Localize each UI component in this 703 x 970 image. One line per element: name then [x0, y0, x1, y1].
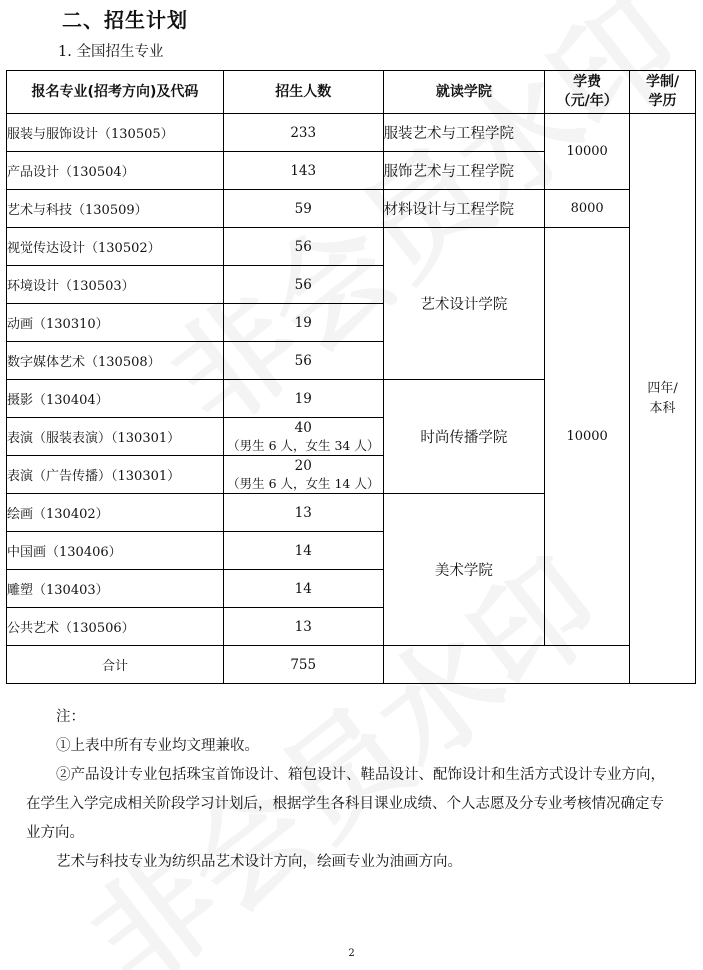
- page-number: 2: [348, 948, 355, 959]
- header-fee-line2: （元/年）: [556, 93, 618, 109]
- total-empty-cell: [383, 646, 695, 684]
- header-count: 招生人数: [223, 71, 383, 114]
- major-cell: 服装与服饰设计（130505）: [7, 114, 224, 152]
- section-subtitle: 1. 全国招生专业: [58, 44, 164, 60]
- count-cell: 14: [223, 570, 383, 608]
- major-cell: 表演（广告传播）（130301）: [7, 456, 224, 494]
- school-cell: 艺术设计学院: [383, 228, 545, 380]
- major-cell: 环境设计（130503）: [7, 266, 224, 304]
- count-cell: 233: [223, 114, 383, 152]
- count-cell: 13: [223, 608, 383, 646]
- table-header-row: [7, 71, 696, 114]
- major-cell: 雕塑（130403）: [7, 570, 224, 608]
- fee-cell: 8000: [545, 190, 630, 228]
- major-cell: 绘画（130402）: [7, 494, 224, 532]
- header-fee: [545, 71, 630, 114]
- major-cell: 动画（130310）: [7, 304, 224, 342]
- fee-cell: 10000: [545, 228, 630, 646]
- major-cell: 产品设计（130504）: [7, 152, 224, 190]
- school-cell: 服装艺术与工程学院: [383, 114, 545, 152]
- header-duration-line1: 学制/: [645, 74, 680, 90]
- count-cell: 56: [223, 228, 383, 266]
- major-cell: 艺术与科技（130509）: [7, 190, 224, 228]
- total-row: [7, 646, 696, 684]
- count-cell: 56: [223, 266, 383, 304]
- header-fee-line1: 学费: [573, 74, 602, 90]
- total-label: 合计: [7, 646, 224, 684]
- major-cell: 数字媒体艺术（130508）: [7, 342, 224, 380]
- duration-line1: 四年/: [647, 380, 678, 396]
- count-cell: 59: [223, 190, 383, 228]
- major-cell: 摄影（130404）: [7, 380, 224, 418]
- count-cell: [223, 418, 383, 456]
- school-cell: 时尚传播学院: [383, 380, 545, 494]
- count-cell: 19: [223, 380, 383, 418]
- school-cell: 美术学院: [383, 494, 545, 646]
- school-cell: 材料设计与工程学院: [383, 190, 545, 228]
- table-row: [7, 114, 696, 152]
- header-major: 报名专业(招考方向)及代码: [7, 71, 224, 114]
- notes: [26, 703, 676, 877]
- header-duration: [630, 71, 696, 114]
- header-duration-line2: 学历: [648, 93, 677, 109]
- count-value: 20: [294, 457, 312, 474]
- count-cell: 14: [223, 532, 383, 570]
- note-2: ②产品设计专业包括珠宝首饰设计、箱包设计、鞋品设计、配饰设计和生活方式设计专业方向，在学生入学完成相关阶段学习计划后，根据学生各科目课业成绩、个人志愿及分专业考核情况确定专业方向。: [26, 767, 665, 841]
- count-cell: 19: [223, 304, 383, 342]
- count-cell: 56: [223, 342, 383, 380]
- duration-cell: [630, 114, 696, 684]
- header-school: 就读学院: [383, 71, 545, 114]
- count-detail: （男生 6 人，女生 14 人）: [227, 475, 380, 491]
- note-3: 艺术与科技专业为纺织品艺术设计方向，绘画专业为油画方向。: [56, 854, 462, 870]
- fee-cell: 10000: [545, 114, 630, 190]
- note-1: ①上表中所有专业均文理兼收。: [56, 738, 259, 754]
- count-cell: 13: [223, 494, 383, 532]
- count-cell: 143: [223, 152, 383, 190]
- section-title: 二、招生计划: [62, 8, 188, 32]
- enrollment-plan-table: [6, 70, 696, 684]
- major-cell: 中国画（130406）: [7, 532, 224, 570]
- table-row: [7, 190, 696, 228]
- major-cell: 表演（服装表演）（130301）: [7, 418, 224, 456]
- major-cell: 公共艺术（130506）: [7, 608, 224, 646]
- table-row: [7, 228, 696, 266]
- count-cell: [223, 456, 383, 494]
- count-detail: （男生 6 人，女生 34 人）: [227, 437, 380, 453]
- major-cell: 视觉传达设计（130502）: [7, 228, 224, 266]
- school-cell: 服饰艺术与工程学院: [383, 152, 545, 190]
- duration-line2: 本科: [649, 400, 676, 416]
- count-value: 40: [294, 419, 312, 436]
- total-value: 755: [223, 646, 383, 684]
- notes-heading: 注：: [56, 709, 85, 725]
